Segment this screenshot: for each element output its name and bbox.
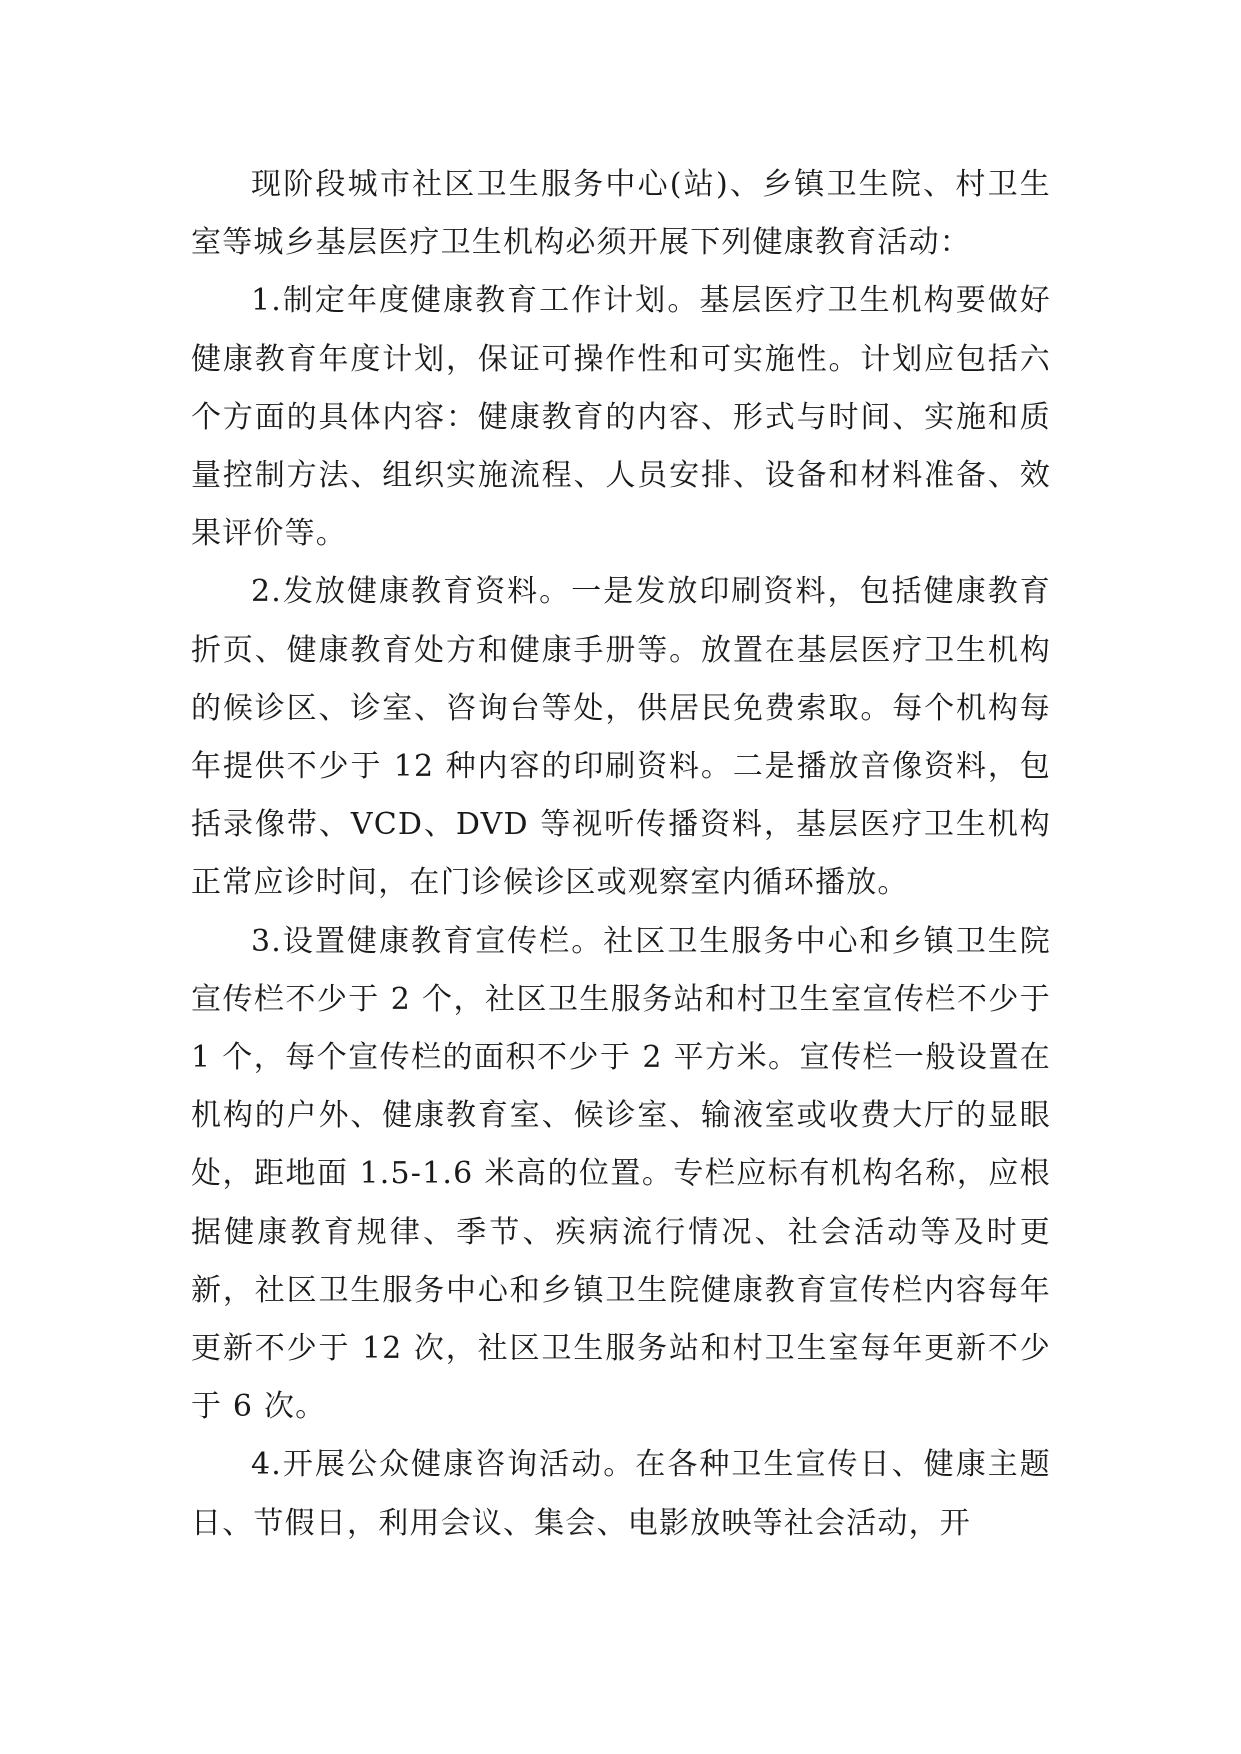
item-1-annual-plan-paragraph: 1.制定年度健康教育工作计划。基层医疗卫生机构要做好健康教育年度计划，保证可操作性和可实施性。计划应包括六个方面的具体内容：健康教育的内容、形式与时间、实施和质量控制方法、组织实施流程、人员安排、设备和材料准备、效果评价等。: [191, 283, 1051, 552]
item-3-bulletin-board-paragraph: 3.设置健康教育宣传栏。社区卫生服务中心和乡镇卫生院宣传栏不少于 2 个，社区卫生服务站和村卫生室宣传栏不少于 1 个，每个宣传栏的面积不少于 2 平方米。宣传栏一般设置在机构的户外、健康教育室、候诊室、输液室或收费大厅的显眼处，距地面 1.5-1.6 米高的位置。专栏应标有机构名称，应根据健康教育规律、季节、疾病流行情况、社会活动等及时更新，社区卫生服务中心和乡镇卫生院健康教育宣传栏内容每年更新不少于 12 次，社区卫生服务站和村卫生室每年更新不少于 6 次。: [191, 923, 1051, 1425]
item-2-materials-paragraph: 2.发放健康教育资料。一是发放印刷资料，包括健康教育折页、健康教育处方和健康手册等。放置在基层医疗卫生机构的候诊区、诊室、咨询台等处，供居民免费索取。每个机构每年提供不少于 12 种内容的印刷资料。二是播放音像资料，包括录像带、VCD、DVD 等视听传播资料，基层医疗卫生机构正常应诊时间，在门诊候诊区或观察室内循环播放。: [191, 574, 1051, 901]
intro-paragraph: 现阶段城市社区卫生服务中心(站)、乡镇卫生院、村卫生室等城乡基层医疗卫生机构必须开展下列健康教育活动：: [191, 167, 1051, 261]
item-4-consultation-paragraph: 4.开展公众健康咨询活动。在各种卫生宣传日、健康主题日、节假日，利用会议、集会、电影放映等社会活动，开: [191, 1447, 1051, 1541]
document-body: [191, 156, 1051, 1553]
